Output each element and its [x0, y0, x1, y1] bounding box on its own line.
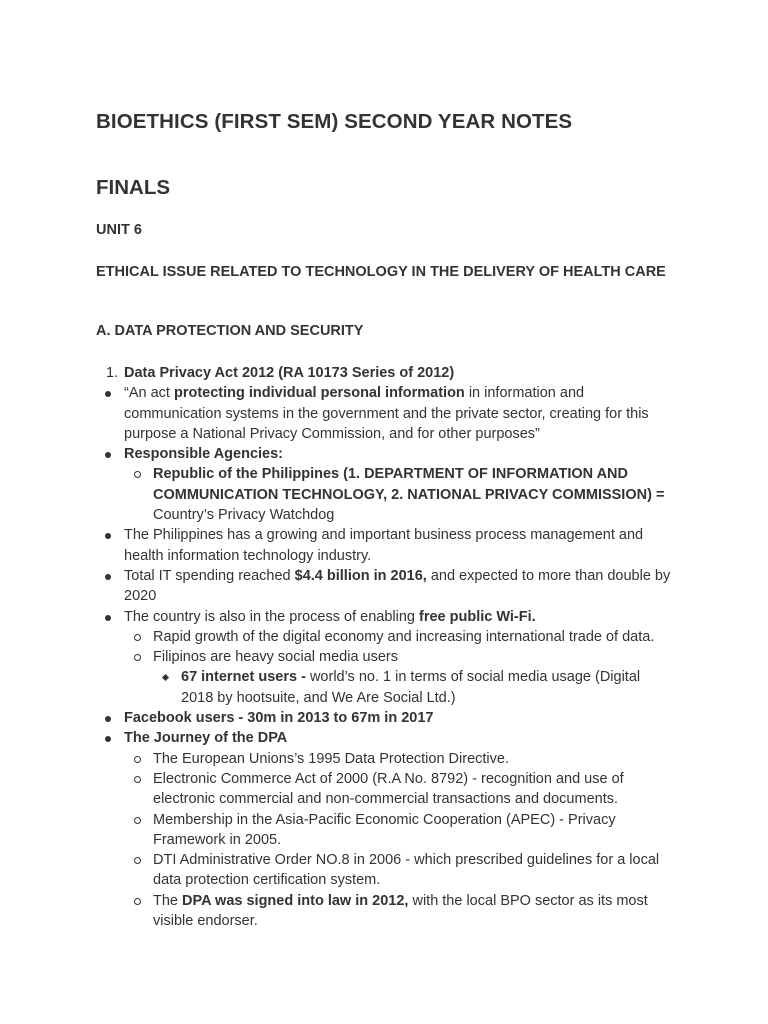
sub-list-item — [96, 464, 676, 525]
text-run: Rapid growth of the digital economy and increasing international trade of data. — [153, 628, 655, 645]
bullet-icon — [105, 533, 111, 539]
text-run: Electronic Commerce Act of 2000 (R.A No. 8792) - recognition and use of electronic commercial and non-commercial transactions and documents. — [153, 770, 624, 808]
list-item — [96, 444, 676, 464]
text-run: The — [153, 892, 183, 909]
text-run: in information and communication systems in the government and the private sector, creating for this purpose a National Privacy Commission, and for other purposes” — [124, 385, 649, 442]
text-run: DTI Administrative Order NO.8 in 2006 - which prescribed guidelines for a local data protection certification system. — [153, 852, 660, 889]
sub-list-item — [96, 769, 676, 810]
bullet-icon — [105, 615, 111, 621]
list-item — [96, 525, 676, 566]
item-number: 1. — [106, 365, 119, 381]
finals-heading: FINALS — [96, 176, 171, 199]
circle-bullet-icon — [134, 654, 141, 661]
text-run: Membership in the Asia-Pacific Economic Cooperation (APEC) - Privacy Framework in 2005. — [153, 811, 616, 848]
text-run-bold: Facebook users - 30m in 2013 to 67m in 2017 — [124, 710, 434, 727]
issue-heading: ETHICAL ISSUE RELATED TO TECHNOLOGY IN THE DELIVERY OF HEALTH CARE — [96, 264, 666, 280]
text-run-bold: The Journey of the DPA — [124, 730, 288, 747]
text-run: The European Unions’s 1995 Data Protection Directive. — [153, 750, 509, 767]
text-run: The country is also in the process of enabling — [124, 608, 419, 625]
numbered-item-1 — [96, 363, 676, 383]
section-heading: A. DATA PROTECTION AND SECURITY — [96, 323, 364, 339]
notes-list — [96, 363, 676, 931]
text-run: and expected to more than double by 2020 — [124, 567, 671, 605]
list-item — [96, 566, 676, 607]
text-run-bold: $4.4 billion in 2016, — [294, 567, 427, 584]
sub-list-item — [96, 647, 676, 667]
list-item — [96, 728, 676, 748]
sub-list-item — [96, 749, 676, 769]
text-run: “An act — [124, 385, 174, 402]
text-run: with the local BPO sector as its most visible endorser. — [153, 892, 648, 930]
circle-bullet-icon — [134, 756, 141, 763]
text-run: Total IT spending reached — [124, 567, 295, 584]
list-item — [96, 607, 676, 627]
text-run: Country’s Privacy Watchdog — [153, 507, 335, 524]
text-run: Filipinos are heavy social media users — [153, 649, 398, 666]
sub-list-item — [96, 810, 676, 851]
circle-bullet-icon — [134, 898, 141, 905]
bullet-icon — [105, 574, 111, 580]
text-run-bold: free public Wi-Fi. — [419, 608, 536, 625]
bullet-icon — [105, 391, 111, 397]
circle-bullet-icon — [134, 471, 141, 478]
text-run-bold: protecting individual personal information — [173, 385, 465, 402]
list-item — [96, 383, 676, 444]
text-run: The Philippines has a growing and important business process management and health information technology industry. — [124, 527, 644, 564]
sub-list-item — [96, 850, 676, 891]
bullet-icon — [105, 452, 111, 458]
circle-bullet-icon — [134, 857, 141, 864]
text-run-bold: 67 internet users - — [181, 669, 306, 686]
text-run-bold: Responsible Agencies: — [124, 446, 284, 463]
circle-bullet-icon — [134, 817, 141, 824]
text-run-bold: DPA was signed into law in 2012, — [182, 892, 409, 909]
text-run: world’s no. 1 in terms of social media usage (Digital 2018 by hootsuite, and We Are Social Ltd.) — [181, 669, 641, 706]
circle-bullet-icon — [134, 776, 141, 783]
document-title: BIOETHICS (FIRST SEM) SECOND YEAR NOTES — [96, 110, 573, 133]
sub-list-item — [96, 627, 676, 647]
item-text: Data Privacy Act 2012 (RA 10173 Series of 2012) — [124, 365, 455, 381]
bullet-icon — [105, 736, 111, 742]
list-item — [96, 708, 676, 728]
unit-heading: UNIT 6 — [96, 222, 142, 238]
sub-list-item — [96, 891, 676, 932]
circle-bullet-icon — [134, 634, 141, 641]
diamond-bullet-icon — [162, 674, 169, 681]
sub-sub-list-item — [96, 667, 676, 708]
text-run-bold: Republic of the Philippines (1. DEPARTMENT OF INFORMATION AND COMMUNICATION TECHNOLOGY, 2. NATIONAL PRIVACY COMMISSION) = — [153, 466, 665, 503]
bullet-icon — [105, 716, 111, 722]
